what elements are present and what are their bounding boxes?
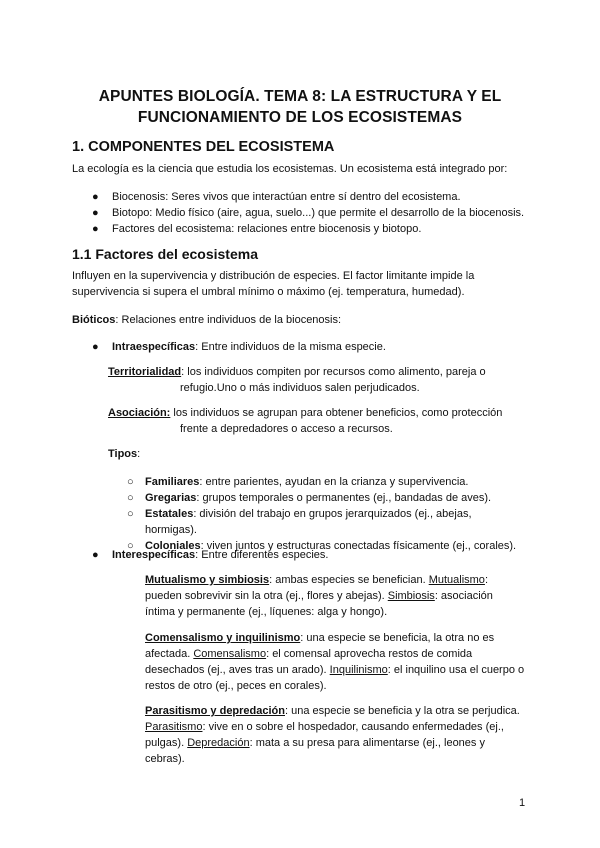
section-1-list [92, 189, 524, 237]
page-title [60, 86, 540, 128]
section-1-heading: 1. COMPONENTES DEL ECOSISTEMA [72, 139, 335, 155]
title-line-2: FUNCIONAMIENTO DE LOS ECOSISTEMAS [137, 109, 463, 126]
list-item: ○ Coloniales: viven juntos y estructuras conectadas físicamente (ej., corales). [127, 540, 517, 552]
list-item: ○ Familiares: entre parientes, ayudan en la crianza y supervivencia. [127, 476, 469, 488]
list-item: ○ Estatales: división del trabajo en grupos jerarquizados (ej., abejas, [127, 508, 472, 520]
intraespecificas-item: ● Intraespecíficas: Entre individuos de la misma especie. [92, 341, 386, 353]
interespecificas-item: ● Interespecíficas: Entre diferentes especies. [92, 549, 329, 561]
page-number: 1 [519, 797, 526, 809]
list-item: ○ Gregarias: grupos temporales o permanentes (ej., bandadas de aves). [127, 492, 492, 504]
territorialidad-block: Territorialidad: los individuos compiten por recursos como alimento, pareja o refugio.Uno o más individuos salen perjudicados. [108, 366, 486, 394]
list-item: ● Biotopo: Medio físico (aire, agua, suelo...) que permite el desarrollo de la biocenosis. [92, 207, 525, 219]
list-item: ● Biocenosis: Seres vivos que interactúan entre sí dentro del ecosistema. [92, 191, 461, 203]
section-1-intro: La ecología es la ciencia que estudia los ecosistemas. Un ecosistema está integrado por: [72, 163, 508, 175]
section-1-1-heading: 1.1 Factores del ecosistema [72, 246, 258, 262]
tipos-list: ○ Familiares: entre parientes, ayudan en la crianza y supervivencia. ○ Gregarias: grupos temporales o permanentes (ej., bandadas de aves). ○ Estatales: división del trabajo en grupos jerarquizados (ej., abejas, hormigas). ○ Coloniales: viven juntos y estructuras conectadas físicamente (ej., corales). [127, 476, 517, 552]
section-1-1-intro: Influyen en la supervivencia y distribución de especies. El factor limitante impide la supervivencia si supera el umbral mínimo o máximo (ej. temperatura, humedad). [72, 270, 475, 298]
comensalismo-block: Comensalismo y inquilinismo: una especie se beneficia, la otra no es afectada. Comensalismo: el comensal aprovecha restos de comida desechados (ej., aves tras un arado). Inquilinismo: el inquilino usa el cuerpo o restos de otro (ej., peces en corales). [145, 632, 525, 692]
tipos-label: Tipos: [108, 448, 141, 460]
bioticos-line: Bióticos: Relaciones entre individuos de la biocenosis: [72, 314, 342, 326]
asociacion-block: Asociación: los individuos se agrupan para obtener beneficios, como protección frente a depredadores o acceso a recursos. [108, 407, 503, 435]
title-line-1: APUNTES BIOLOGÍA. TEMA 8: LA ESTRUCTURA Y EL [98, 88, 502, 105]
list-item: ● Factores del ecosistema: relaciones entre biocenosis y biotopo. [92, 223, 422, 235]
parasitismo-block: Parasitismo y depredación: una especie se beneficia y la otra se perjudica. Parasitismo: vive en o sobre el hospedador, causando enfermedades (ej., pulgas). Depredación: mata a su presa para alimentarse (ej., leones y cebras). [145, 705, 520, 765]
mutualismo-block: Mutualismo y simbiosis: ambas especies se benefician. Mutualismo: pueden sobrevivir sin la otra (ej., flores y abejas). Simbiosis: asociación íntima y permanente (ej., líquenes: alga y hongo). [145, 574, 493, 618]
